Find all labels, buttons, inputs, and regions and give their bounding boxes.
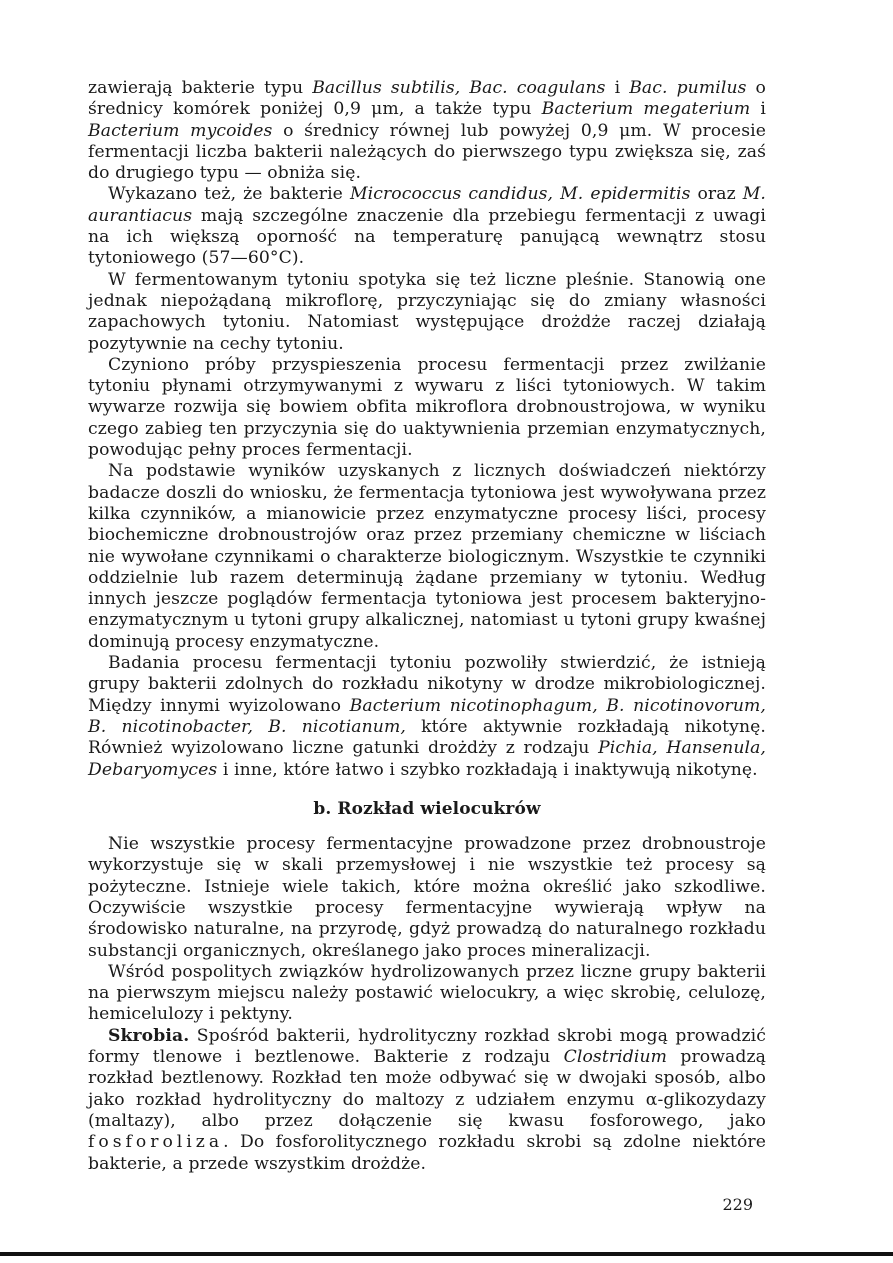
paragraph-5: Na podstawie wyników uzyskanych z licznych doświadczeń niektórzy badacze doszli do wniosku, że fermentacja tytoniowa jest wywoływana przez kilka czynników, a mianowicie przez enzymatyczne procesy liści, procesy biochemiczne drobnoustrojów oraz przez przemiany chemiczne w liściach nie wywołane czynnikami o charakterze biologicznym. Wszystkie te czynniki oddzielnie lub razem determinują żądane przemiany w tytoniu. Według innych jeszcze poglądów fermentacja tytoniowa jest procesem bakteryjno-enzymatycznym u tytoni grupy alkalicznej, natomiast u tytoni grupy kwaśnej dominują procesy enzymatyczne. — [88, 461, 766, 652]
skrobia-text-1: Spośród bakterii, hydrolityczny rozkład skrobi mogą prowadzić formy tlenowe i beztlenowe. Bakterie z rodzaju — [88, 1025, 766, 1068]
skrobia-text-3: . Do fosforolitycznego rozkładu skrobi są zdolne niektóre bakterie, a przede wszystkim drożdże. — [88, 1132, 766, 1174]
paragraph-8: Wśród pospolitych związków hydrolizowanych przez liczne grupy bakterii na pierwszym miejscu należy postawić wielocukry, a więc skrobię, celulozę, hemicelulozy i pektyny. — [88, 961, 766, 1025]
paragraph-6: Badania procesu fermentacji tytoniu pozwoliły stwierdzić, że istnieją grupy bakterii zdolnych do rozkładu nikotyny w drodze mikrobiologicznej. Między innymi wyizolowano Bacterium nicotinophagum, B. nicotinovorum, B. nicotinobacter, B. nicotianum, które aktywnie rozkładają nikotynę. Również wyizolowano liczne gatunki drożdży z rodzaju Pichia, Hansenula, Debaryomyces i inne, które łatwo i szybko rozkładają i inaktywują nikotynę. — [88, 653, 767, 780]
page-number: 229 — [722, 1195, 753, 1214]
scan-edge-bar — [0, 1252, 893, 1256]
skrobia-term: fosforoliza — [88, 1132, 224, 1153]
paragraph-7: Nie wszystkie procesy fermentacyjne prowadzone przez drobnoustroje wykorzystuje się w skali przemysłowej i nie wszystkie też procesy są pożyteczne. Istnieje wiele takich, które można określić jako szkodliwe. Oczywiście wszystkie procesy fermentacyjne wywierają wpływ na środowisko naturalne, na przyrodę, gdyż prowadzą do naturalnego rozkładu substancji organicznych, określanego jako proces mineralizacji. — [88, 834, 766, 961]
skrobia-label: Skrobia. — [108, 1025, 190, 1046]
page-body — [88, 78, 766, 1175]
paragraph-1: zawierają bakterie typu Bacillus subtilis, Bac. coagulans i Bac. pumilus o średnicy komórek poniżej 0,9 μm, a także typu Bacterium megaterium i Bacterium mycoides o średnicy równej lub powyżej 0,9 μm. W procesie fermentacji liczba bakterii należących do pierwszego typu zwiększa się, zaś do drugiego typu — obniża się. — [88, 78, 767, 184]
paragraph-skrobia — [88, 1026, 766, 1175]
paragraph-2: Wykazano też, że bakterie Micrococcus candidus, M. epidermitis oraz M. aurantiacus mają szczególne znaczenie dla przebiegu fermentacji z uwagi na ich większą oporność na temperaturę panującą wewnątrz stosu tytoniowego (57—60°C). — [88, 184, 766, 269]
skrobia-genus: Clostridium — [563, 1047, 668, 1068]
paragraph-4: Czyniono próby przyspieszenia procesu fermentacji przez zwilżanie tytoniu płynami otrzymywanymi z wywaru z liści tytoniowych. W takim wywarze rozwija się bowiem obfita mikroflora drobnoustrojowa, w wyniku czego zabieg ten przyczynia się do uaktywnienia przemian enzymatycznych, powodując pełny proces fermentacji. — [88, 354, 766, 461]
section-heading: b. Rozkład wielocukrów — [313, 798, 541, 819]
skrobia-text-2: prowadzą rozkład beztlenowy. Rozkład ten może odbywać się w dwojaki sposób, albo jako rozkład hydrolityczny do maltozy z udziałem enzymu α-glikozydazy (maltazy), albo przez dołączenie się kwasu fosforowego, jako — [88, 1047, 766, 1131]
paragraph-3: W fermentowanym tytoniu spotyka się też liczne pleśnie. Stanowią one jednak niepożądaną mikroflorę, przyczyniając się do zmiany własności zapachowych tytoniu. Natomiast występujące drożdże raczej działają pozytywnie na cechy tytoniu. — [88, 269, 766, 354]
